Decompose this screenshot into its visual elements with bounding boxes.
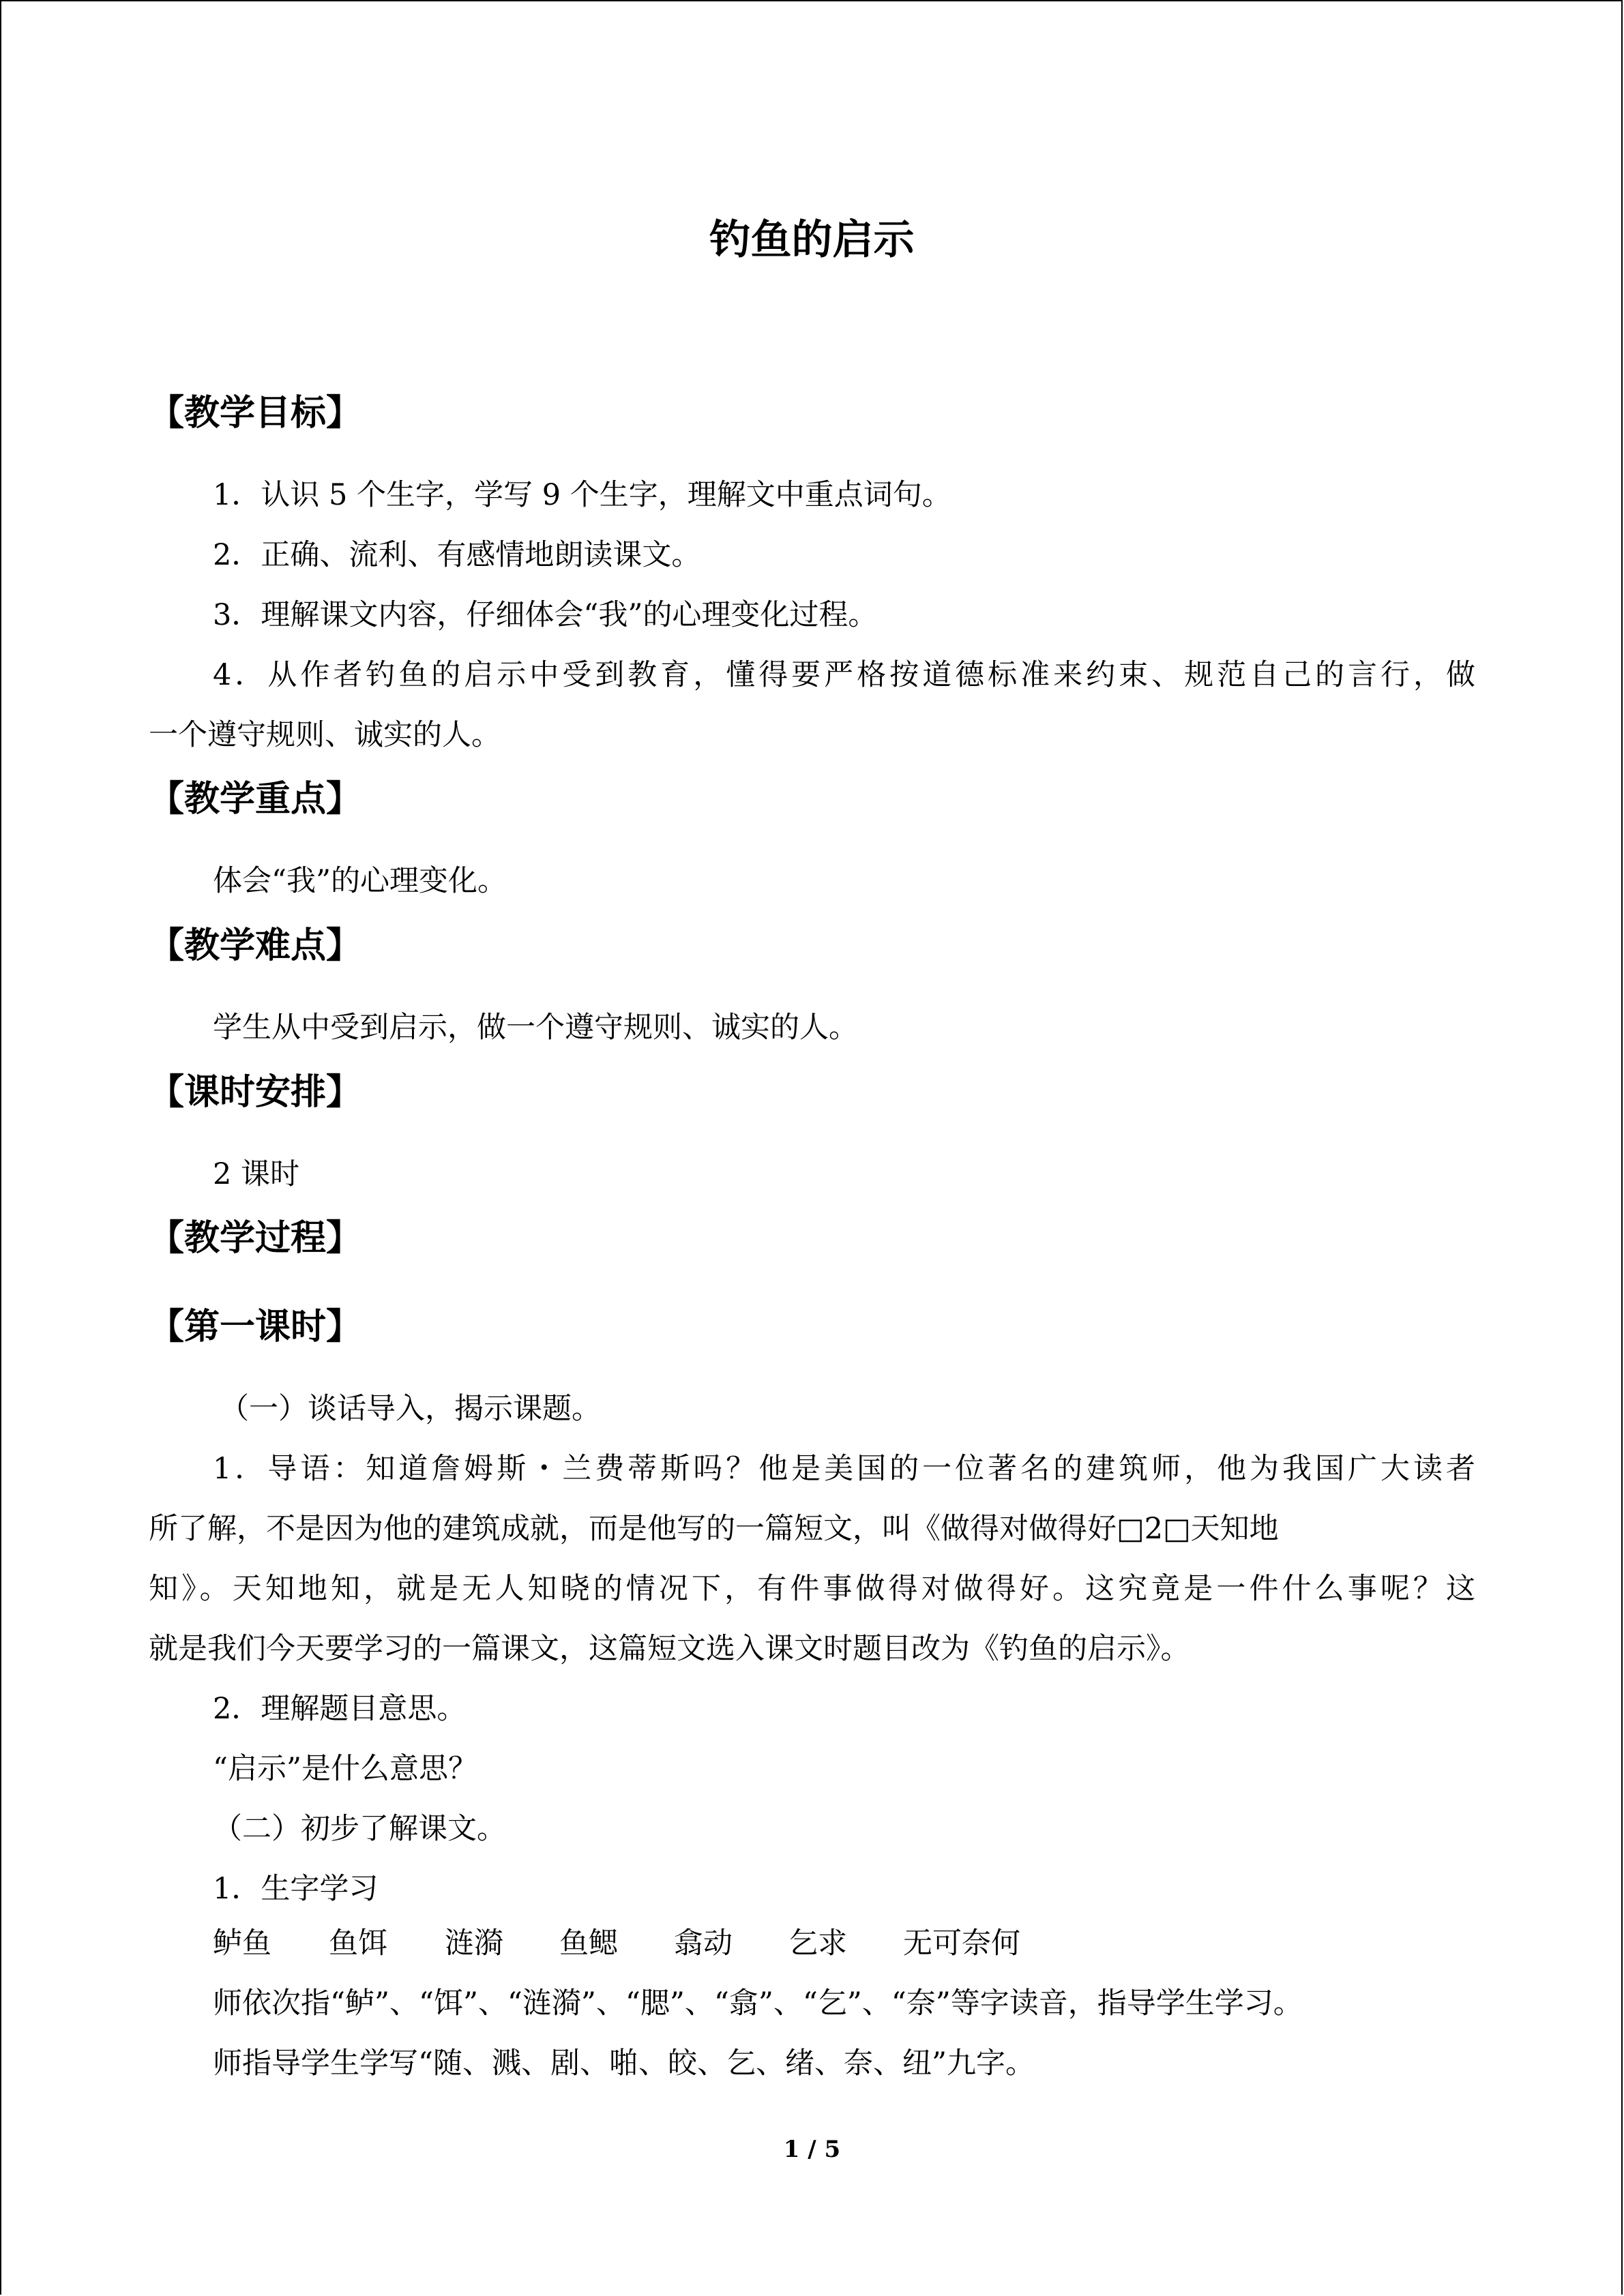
objective-item-4-line-1: 4．从作者钓鱼的启示中受到教育，懂得要严格按道德标准来约束、规范自己的言行，做 xyxy=(213,658,1475,692)
vocab-word: 翕动 xyxy=(674,1926,733,1960)
vocab-word: 涟漪 xyxy=(445,1926,503,1960)
page-number: 1 / 5 xyxy=(783,2136,841,2163)
objective-item-2: 2．正确、流利、有感情地朗读课文。 xyxy=(213,538,701,572)
heading-process: 【教学过程】 xyxy=(149,1218,362,1259)
objective-item-3: 3．理解课文内容，仔细体会“我”的心理变化过程。 xyxy=(213,598,878,632)
intro-paragraph-line-2: 所了解，不是因为他的建筑成就，而是他写的一篇短文，叫《做得对做得好□2□天知地 xyxy=(149,1512,1279,1546)
heading-objectives: 【教学目标】 xyxy=(149,393,362,434)
objective-item-4-line-2: 一个遵守规则、诚实的人。 xyxy=(149,718,501,752)
intro-paragraph-line-3: 知》。天知地知，就是无人知晓的情况下，有件事做得对做得好。这究竟是一件什么事呢？这 xyxy=(149,1572,1475,1606)
objective-item-1: 1．认识 5 个生字，学写 9 个生字，理解文中重点词句。 xyxy=(213,478,951,512)
vocab-word: 鱼鳃 xyxy=(559,1926,618,1960)
writing-guidance: 师指导学生学写“随、溅、剧、啪、皎、乞、绪、奈、纽”九字。 xyxy=(213,2046,1035,2081)
intro-paragraph-line-1: 1．导语：知道詹姆斯・兰费蒂斯吗？他是美国的一位著名的建筑师，他为我国广大读者 xyxy=(213,1452,1475,1486)
vocab-word: 无可奈何 xyxy=(903,1926,1020,1960)
heading-difficulties: 【教学难点】 xyxy=(149,925,362,966)
vocab-word: 鱼饵 xyxy=(329,1926,387,1960)
vocab-word: 乞求 xyxy=(788,1926,847,1960)
heading-first-lesson: 【第一课时】 xyxy=(149,1307,362,1347)
part-2-title: （二）初步了解课文。 xyxy=(213,1812,506,1846)
heading-key-points: 【教学重点】 xyxy=(149,779,362,820)
step-2-question: “启示”是什么意思？ xyxy=(213,1752,477,1786)
step-2-title: 2．理解题目意思。 xyxy=(213,1692,467,1726)
intro-paragraph-line-4: 就是我们今天要学习的一篇课文，这篇短文选入课文时题目改为《钓鱼的启示》。 xyxy=(149,1632,1190,1666)
document-title: 钓鱼的启示 xyxy=(709,216,915,264)
key-points-text: 体会“我”的心理变化。 xyxy=(213,864,507,898)
schedule-text: 2 课时 xyxy=(213,1157,300,1191)
difficulties-text: 学生从中受到启示，做一个遵守规则、诚实的人。 xyxy=(213,1011,858,1045)
vocab-heading: 1．生字学习 xyxy=(213,1872,379,1906)
heading-schedule: 【课时安排】 xyxy=(149,1072,362,1113)
vocab-word: 鲈鱼 xyxy=(213,1926,271,1960)
pronunciation-guidance: 师依次指“鲈”、“饵”、“涟漪”、“腮”、“翕”、“乞”、“奈”等字读音，指导学生学习。 xyxy=(213,1986,1303,2021)
part-1-title: （一）谈话导入，揭示课题。 xyxy=(220,1392,601,1426)
